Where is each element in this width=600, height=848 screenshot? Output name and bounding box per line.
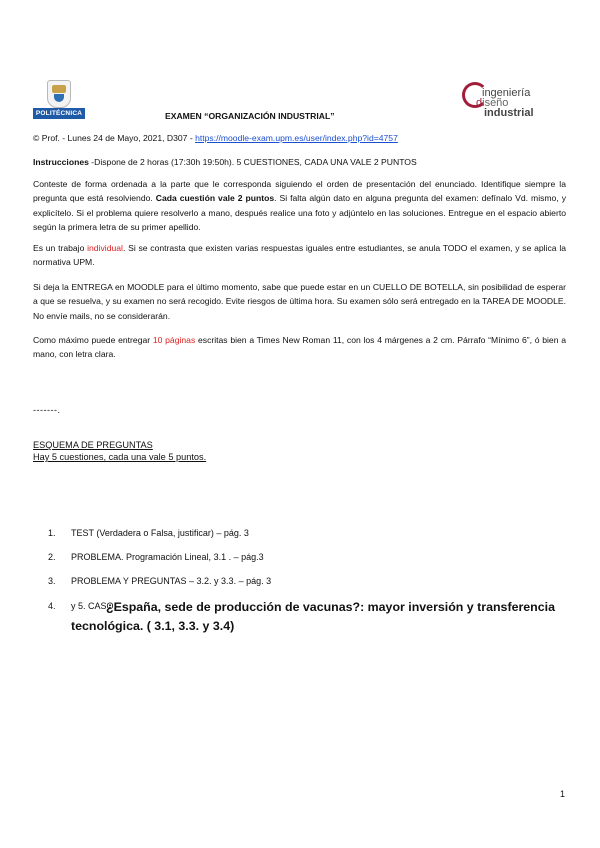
list-item-text: PROBLEMA. Programación Lineal, 3.1 . – pág.3 — [71, 552, 264, 562]
list-item-text: PROBLEMA Y PREGUNTAS – 3.2. y 3.3. – pág. 3 — [71, 576, 272, 586]
logo-line-1: ingeniería — [482, 87, 531, 99]
list-item-number: 1. — [48, 528, 56, 538]
p1-bold: Cada cuestión vale 2 puntos — [155, 193, 275, 204]
p2-red: individual — [87, 243, 123, 253]
upm-logo — [33, 80, 85, 120]
list-item — [48, 526, 249, 540]
scheme-subtitle: Hay 5 cuestiones, cada una vale 5 puntos. — [33, 452, 207, 462]
upm-crest-icon — [47, 80, 71, 108]
instructions-paragraph-2 — [33, 241, 566, 270]
p2-text-a: Es un trabajo — [33, 243, 88, 253]
instructions-label: Instrucciones — [33, 157, 89, 167]
professor-line-text: © Prof. - Lunes 24 de Mayo, 2021, D307 - — [33, 133, 196, 143]
p1-text-a: Conteste de forma ordenada a la parte que le corresponda siguiendo el orden de presentación del enunciado. Identifique siempre la pregunta que está resolviendo. — [33, 179, 566, 204]
instructions-paragraph-3: Si deja la ENTREGA en MOODLE para el último momento, sabe que puede estar en un CUELLO DE BOTELLA, sin posibilidad de esperar a que se resuelva, y su examen no será recogido. Evite riesgos de última hora. Su examen sólo será entregado en la TAREA DE MOODLE. No envíe mails, no se considerarán. — [33, 282, 566, 321]
case-question: ¿España, sede de producción de vacunas?: mayor inversión y transferencia tecnológica. ( 3.1, 3.3. y 3.4) — [71, 600, 555, 633]
separator: -------. — [33, 405, 61, 415]
p4-red: 10 páginas — [152, 335, 196, 345]
logo-line-2-d: d — [476, 97, 483, 109]
list-item-text: TEST (Verdadera o Falsa, justificar) – pág. 3 — [71, 528, 249, 538]
page-number: 1 — [560, 789, 566, 799]
instructions-paragraph-1 — [33, 177, 566, 235]
list-item-prefix: y 5. CASO. — [71, 601, 117, 611]
upm-logo-text: POLITÉCNICA — [33, 108, 85, 119]
p4-text-a: Como máximo puede entregar — [33, 335, 153, 345]
instructions-summary-text: -Dispone de 2 horas (17:30h 19:50h). 5 CUESTIONES, CADA UNA VALE 2 PUNTOS — [88, 157, 417, 167]
instructions-paragraph-4 — [33, 333, 566, 362]
logo-line-2-rest: iseño — [482, 97, 509, 109]
p2-text-b: . Si se contrasta que existen varias respuestas iguales entre estudiantes, se anula TODO el examen, y se aplica la normativa UPM. — [33, 243, 567, 268]
scheme-title: ESQUEMA DE PREGUNTAS — [33, 440, 153, 450]
list-item-number: 2. — [48, 552, 56, 562]
list-item-number: 3. — [48, 576, 56, 586]
exam-title: EXAMEN “ORGANIZACIÓN INDUSTRIAL” — [165, 111, 335, 121]
list-item — [48, 574, 271, 588]
moodle-link[interactable]: https://moodle-exam.upm.es/user/index.php?id=4757 — [195, 133, 398, 143]
p1-text-b: . Si falta algún dato en alguna pregunta del examen: defínalo Vd. mismo, y explicítelo. Si el problema quiere resolverlo a mano, después realice una foto y adjúntelo en las soluciones. Entregue en el espacio abierto según la primera letra de su primer apellido. — [33, 193, 566, 233]
list-item-number: 4. — [48, 601, 56, 611]
ingenieria-diseno-industrial-logo — [462, 82, 532, 122]
professor-line — [33, 131, 566, 145]
list-item — [48, 550, 264, 564]
p4-text-b: escritas bien a Times New Roman 11, con los 4 márgenes a 2 cm. Párrafo “Mínimo 6”, ó bien a mano, con letra clara. — [33, 335, 566, 360]
instructions-summary — [33, 155, 566, 169]
logo-line-3: industrial — [484, 107, 534, 119]
